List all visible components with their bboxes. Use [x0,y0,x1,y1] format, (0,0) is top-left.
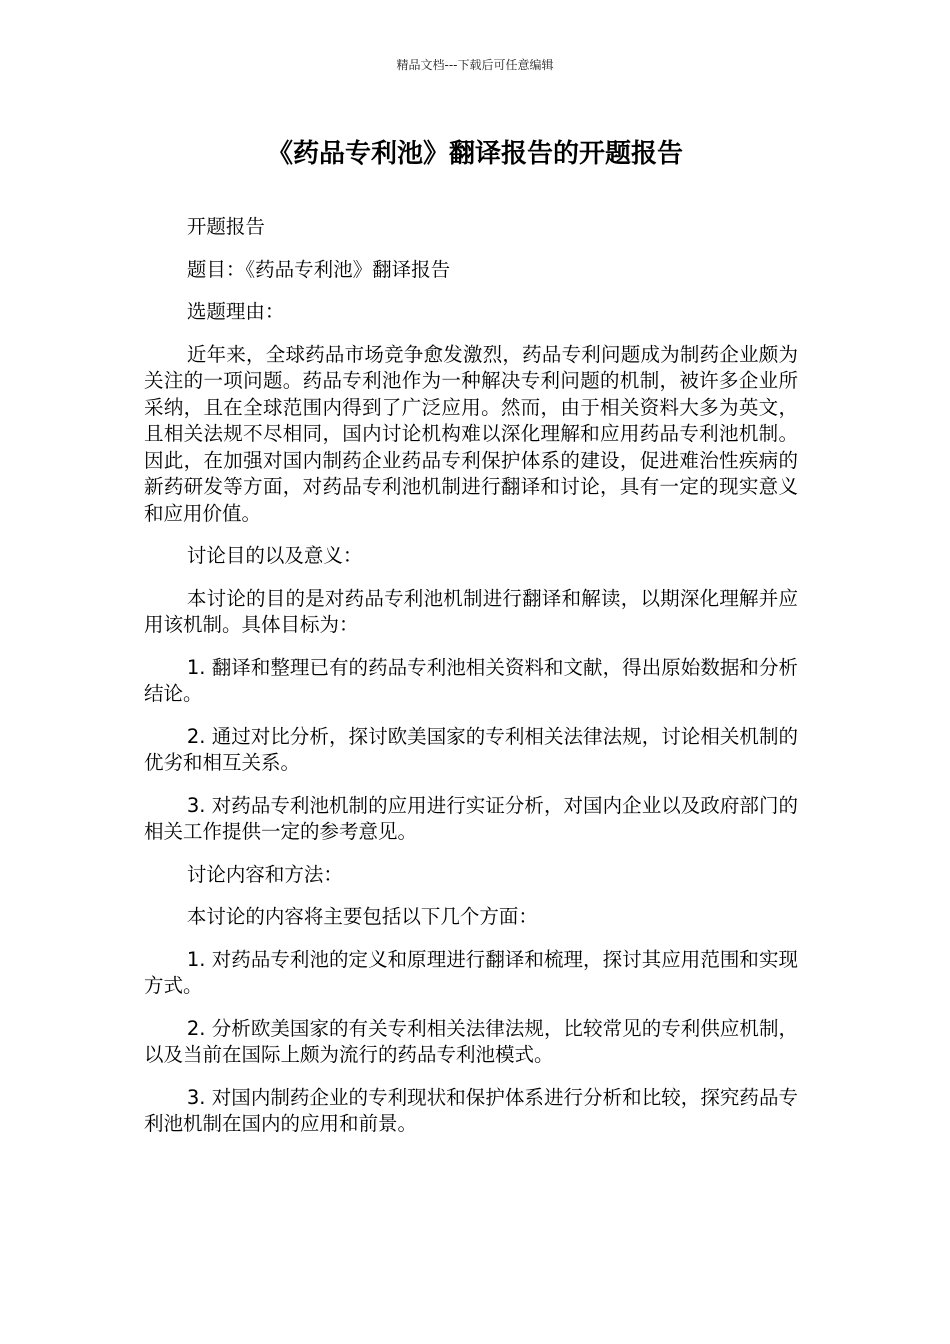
paragraph-purpose-body: 本讨论的目的是对药品专利池机制进行翻译和解读，以期深化理解并应用该机制。具体目标为： [144,586,798,636]
paragraph-report-label: 开题报告 [186,215,265,238]
document-body [144,214,798,1154]
paragraph-content-3: 3. 对国内制药企业的专利现状和保护体系进行分析和比较，探究药品专利池机制在国内的应用和前景。 [144,1085,798,1135]
paragraph-content-intro: 本讨论的内容将主要包括以下几个方面： [186,905,538,928]
paragraph-topic: 题目：《药品专利池》翻译报告 [186,257,451,281]
paragraph-rationale-heading: 选题理由： [186,300,285,323]
paragraph-goal-2: 2. 通过对比分析，探讨欧美国家的专利相关法律法规，讨论相关机制的优劣和相互关系。 [144,724,798,774]
document-title: 《药品专利池》翻译报告的开题报告 [266,139,683,169]
paragraph-content-heading: 讨论内容和方法： [186,862,343,886]
page-header: 精品文档---下载后可任意编辑 [396,58,554,72]
paragraph-rationale-body: 近年来，全球药品市场竞争愈发激烈，药品专利问题成为制药企业颇为关注的一项问题。药品专利池作为一种解决专利问题的机制，被许多企业所采纳，且在全球范围内得到了广泛应用。然而，由于相关资料大多为英文，且相关法规不尽相同，国内讨论机构难以深化理解和应用药品专利池机制。因此，在加强对国内制药企业药品专利保护体系的建设，促进难治性疾病的新药研发等方面，对药品专利池机制进行翻译和讨论，具有一定的现实意义和应用价值。 [144,342,798,525]
paragraph-content-2: 2. 分析欧美国家的有关专利相关法律法规，比较常见的专利供应机制，以及当前在国际上颇为流行的药品专利池模式。 [144,1016,798,1066]
paragraph-content-1: 1. 对药品专利池的定义和原理进行翻译和梳理，探讨其应用范围和实现方式。 [144,947,798,997]
paragraph-goal-1: 1. 翻译和整理已有的药品专利池相关资料和文献，得出原始数据和分析结论。 [144,655,798,705]
paragraph-goal-3: 3. 对药品专利池机制的应用进行实证分析，对国内企业以及政府部门的相关工作提供一定的参考意见。 [144,793,798,843]
paragraph-purpose-heading: 讨论目的以及意义： [186,544,363,567]
